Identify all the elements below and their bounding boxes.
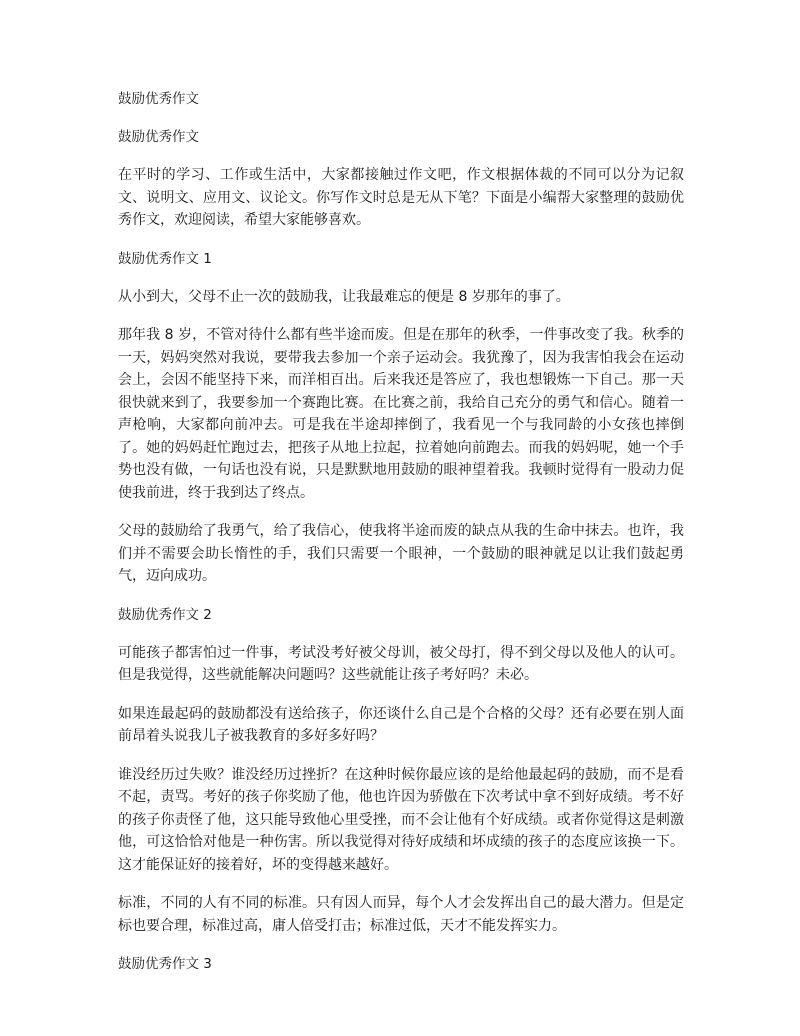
document-title: 鼓励优秀作文 bbox=[118, 91, 199, 107]
section-heading: 鼓励优秀作文 3 bbox=[118, 956, 212, 972]
paragraph: 父母的鼓励给了我勇气，给了我信心，使我将半途而废的缺点从我的生命中抹去。也许，我们并不需要会助长惰性的手，我们只需要一个眼神，一个鼓励的眼神就足以让我们鼓起勇气，迈向成功。 bbox=[118, 523, 684, 584]
section-3 bbox=[118, 953, 684, 975]
section-2 bbox=[118, 604, 684, 938]
section-1 bbox=[118, 248, 684, 588]
paragraph: 谁没经历过失败？谁没经历过挫折？在这种时候你最应该的是给他最起码的鼓励，而不是看不起，责骂。考好的孩子你奖励了他，他也许因为骄傲在下次考试中拿不到好成绩。考不好的孩子你责怪了他，这只能导致他心里受挫，而不会让他有个好成绩。或者你觉得这是刺激他，可这恰恰对他是一种伤害。所以我觉得对待好成绩和坏成绩的孩子的态度应该换一下。这才能保证好的接着好，坏的变得越来越好。 bbox=[118, 766, 684, 873]
paragraph: 那年我 8 岁，不管对待什么都有些半途而废。但是在那年的秋季，一件事改变了我。秋季的一天，妈妈突然对我说，要带我去参加一个亲子运动会。我犹豫了，因为我害怕我会在运动会上，会因不能坚持下来，而洋相百出。后来我还是答应了，我也想锻炼一下自己。那一天很快就来到了，我要参加一个赛跑比赛。在比赛之前，我给自己充分的勇气和信心。随着一声枪响，大家都向前冲去。可是我在半途却摔倒了，我看见一个与我同龄的小女孩也摔倒了。她的妈妈赶忙跑过去，把孩子从地上拉起，拉着她向前跑去。而我的妈妈呢，她一个手势也没有做，一句话也没有说，只是默默地用鼓励的眼神望着我。我顿时觉得有一股动力促使我前进，终于我到达了终点。 bbox=[118, 327, 684, 501]
paragraph: 可能孩子都害怕过一件事，考试没考好被父母训，被父母打，得不到父母以及他人的认可。但是我觉得，这些就能解决问题吗？这些就能让孩子考好吗？未必。 bbox=[118, 644, 684, 683]
intro-paragraph: 在平时的学习、工作或生活中，大家都接触过作文吧，作文根据体裁的不同可以分为记叙文、说明文、应用文、议论文。你写作文时总是无从下笔？下面是小编帮大家整理的鼓励优秀作文，欢迎阅读，希望大家能够喜欢。 bbox=[118, 167, 684, 228]
section-heading: 鼓励优秀作文 1 bbox=[118, 250, 212, 267]
document-subtitle: 鼓励优秀作文 bbox=[118, 129, 199, 145]
document-page bbox=[118, 88, 684, 991]
paragraph: 如果连最起码的鼓励都没有送给孩子，你还谈什么自己是个合格的父母？还有必要在别人面前昂着头说我儿子被我教育的多好多好吗？ bbox=[118, 705, 684, 744]
paragraph: 从小到大，父母不止一次的鼓励我，让我最难忘的便是 8 岁那年的事了。 bbox=[118, 288, 570, 305]
section-heading: 鼓励优秀作文 2 bbox=[118, 606, 212, 623]
paragraph: 标准，不同的人有不同的标准。只有因人而异，每个人才会发挥出自己的最大潜力。但是定标也要合理，标准过高，庸人倍受打击；标准过低，天才不能发挥实力。 bbox=[118, 895, 684, 934]
